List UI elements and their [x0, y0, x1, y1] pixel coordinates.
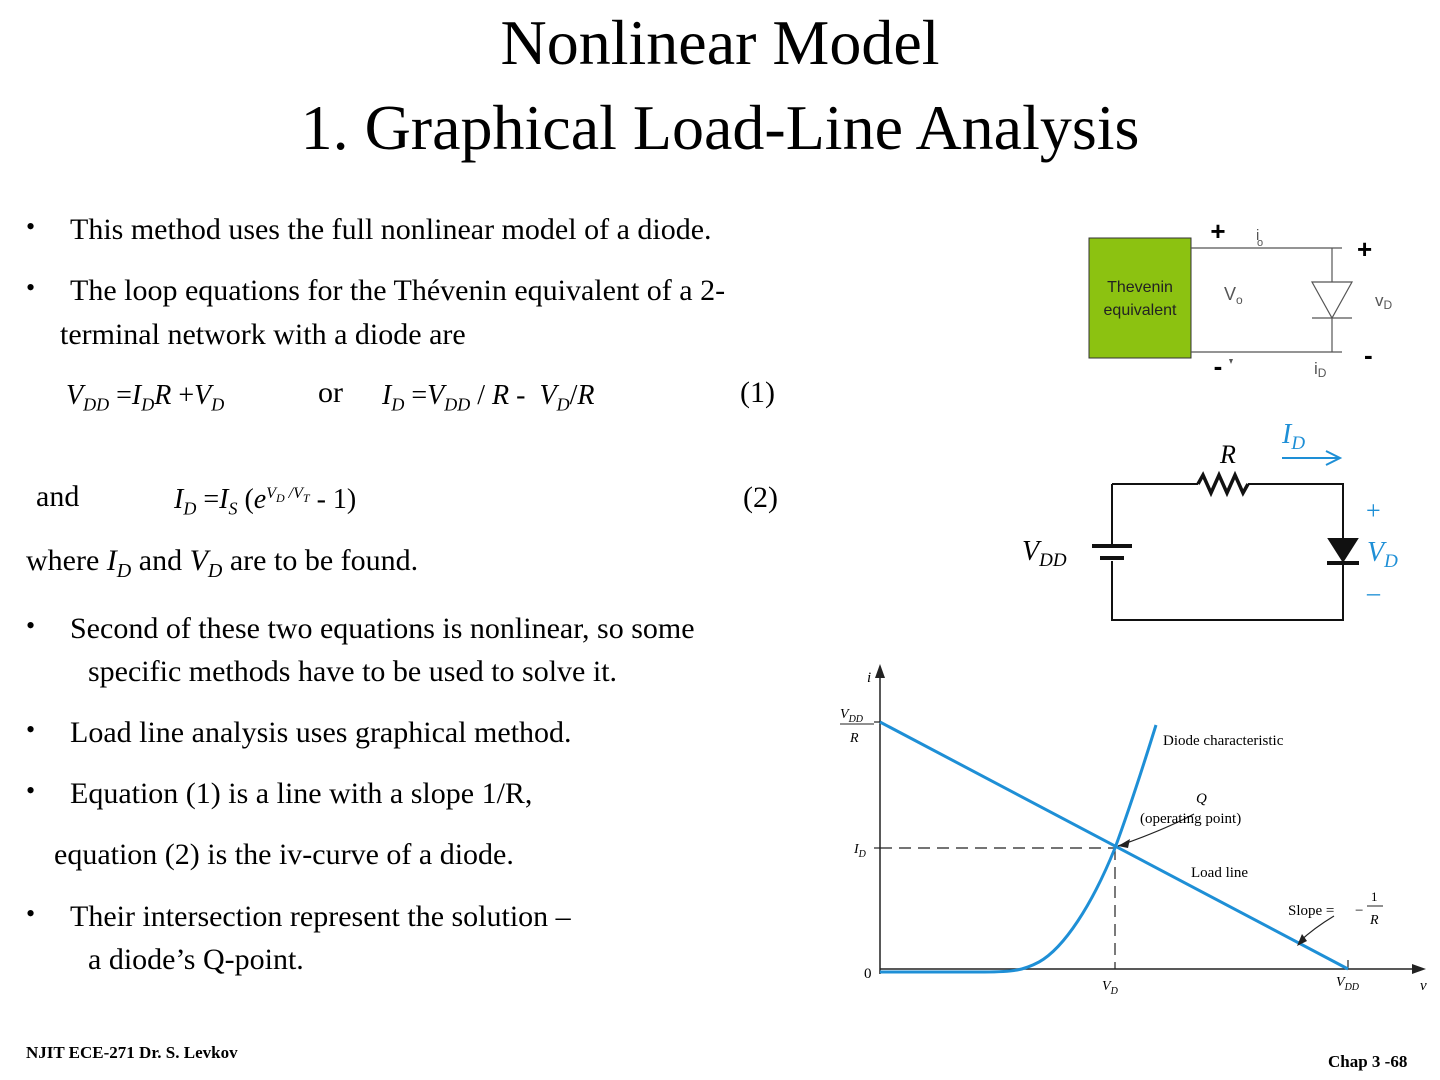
diode-symbol: [1312, 282, 1352, 318]
vo-label: $V_o$: [1224, 284, 1243, 307]
thevenin-box: [1089, 238, 1191, 358]
slide-title: Nonlinear Model: [500, 7, 940, 78]
thevenin-label-1: Thevenin: [1107, 279, 1173, 296]
vd-tick-label: $V_D$: [1102, 979, 1118, 997]
plus-sign: +: [1210, 216, 1226, 246]
resistor-symbol: [1198, 475, 1248, 493]
bullet-dot: •: [26, 776, 36, 805]
bullet-6-text-cont: a diode’s Q-point.: [88, 943, 304, 976]
q-label: Q: [1196, 791, 1207, 807]
id-label: iD: [1314, 359, 1327, 380]
where-line: where $I_D$ and $V_D$ are to be found.: [26, 544, 419, 582]
diode-symbol: [1329, 539, 1357, 561]
bullet-dot: •: [26, 611, 36, 640]
slope-denominator: R: [1370, 913, 1379, 928]
equation-1a: $V_{DD} =I_DR +V_D$: [66, 380, 225, 415]
i-axis-label: i: [867, 670, 872, 686]
bullet-3-text-cont: specific methods have to be used to solve it.: [88, 655, 618, 688]
load-line-label: Load line: [1191, 865, 1249, 881]
bullet-6-text: Their intersection represent the solution –: [70, 900, 571, 933]
bullet-1-text: This method uses the full nonlinear model of a diode.: [70, 213, 712, 246]
or-label: or: [318, 376, 343, 409]
bullet-dot: •: [26, 212, 36, 241]
v-axis-label: v: [1420, 978, 1427, 994]
thevenin-label-2: equivalent: [1103, 302, 1177, 319]
slope-numerator: 1: [1371, 889, 1378, 904]
vd-label: vD: [1375, 291, 1393, 312]
minus-sign: -: [1213, 351, 1223, 381]
plus-sign: +: [1366, 496, 1381, 525]
vddr-label-bottom: R: [850, 731, 859, 746]
id-tick-label: $I_D$: [854, 842, 866, 860]
series-circuit-diagram: [1010, 415, 1430, 630]
bullet-dot: •: [26, 715, 36, 744]
slope-label: Slope =: [1288, 903, 1335, 919]
minus-sign: -: [1364, 340, 1373, 370]
load-line-graph: [834, 660, 1434, 1005]
bullet-4-text: Load line analysis uses graphical method.: [70, 716, 572, 749]
operating-point-label: (operating point): [1140, 811, 1242, 827]
plus-sign: +: [1357, 234, 1373, 264]
vd-label: $V_D$: [1367, 537, 1398, 572]
slope-minus: −: [1355, 903, 1364, 919]
equation-2: $I_D =I_S$ $(e^{V_D /V_T} - 1)$: [174, 484, 357, 519]
bullet-dot: •: [26, 273, 36, 302]
footer-page: Chap 3 -68: [1328, 1052, 1408, 1071]
current-label: $I_D$: [1282, 419, 1306, 454]
slide-subtitle: 1. Graphical Load-Line Analysis: [300, 92, 1140, 163]
equation-number-2: (2): [743, 481, 778, 514]
io-label: io: [1256, 227, 1264, 249]
bullet-2-text: The loop equations for the Thévenin equivalent of a 2-: [70, 274, 726, 307]
bullet-5-text: Equation (1) is a line with a slope 1/R,: [70, 777, 533, 810]
resistor-label: R: [1220, 440, 1236, 469]
vddr-label-top: $V_{DD}$: [840, 707, 864, 725]
vdd-tick-label: $V_{DD}$: [1336, 975, 1360, 993]
load-line: [880, 722, 1348, 969]
footer-course: NJIT ECE-271 Dr. S. Levkov: [26, 1043, 238, 1062]
bullet-2-text-cont: terminal network with a diode are: [60, 318, 466, 351]
bullet-3-text: Second of these two equations is nonlinear, so some: [70, 612, 695, 645]
origin-label: 0: [864, 966, 872, 982]
minus-sign: –: [1367, 578, 1380, 607]
vdd-label: $V_{DD}$: [1022, 536, 1067, 571]
bullet-dot: •: [26, 899, 36, 928]
equation-number-1: (1): [740, 376, 775, 409]
bullet-5-text-cont: equation (2) is the iv-curve of a diode.: [54, 838, 514, 871]
diode-characteristic-label: Diode characteristic: [1163, 733, 1284, 749]
equation-1b: $I_D =V_{DD} / R - V_D/R$: [382, 380, 595, 415]
thevenin-circuit-diagram: [1080, 214, 1420, 384]
and-label: and: [36, 480, 80, 513]
